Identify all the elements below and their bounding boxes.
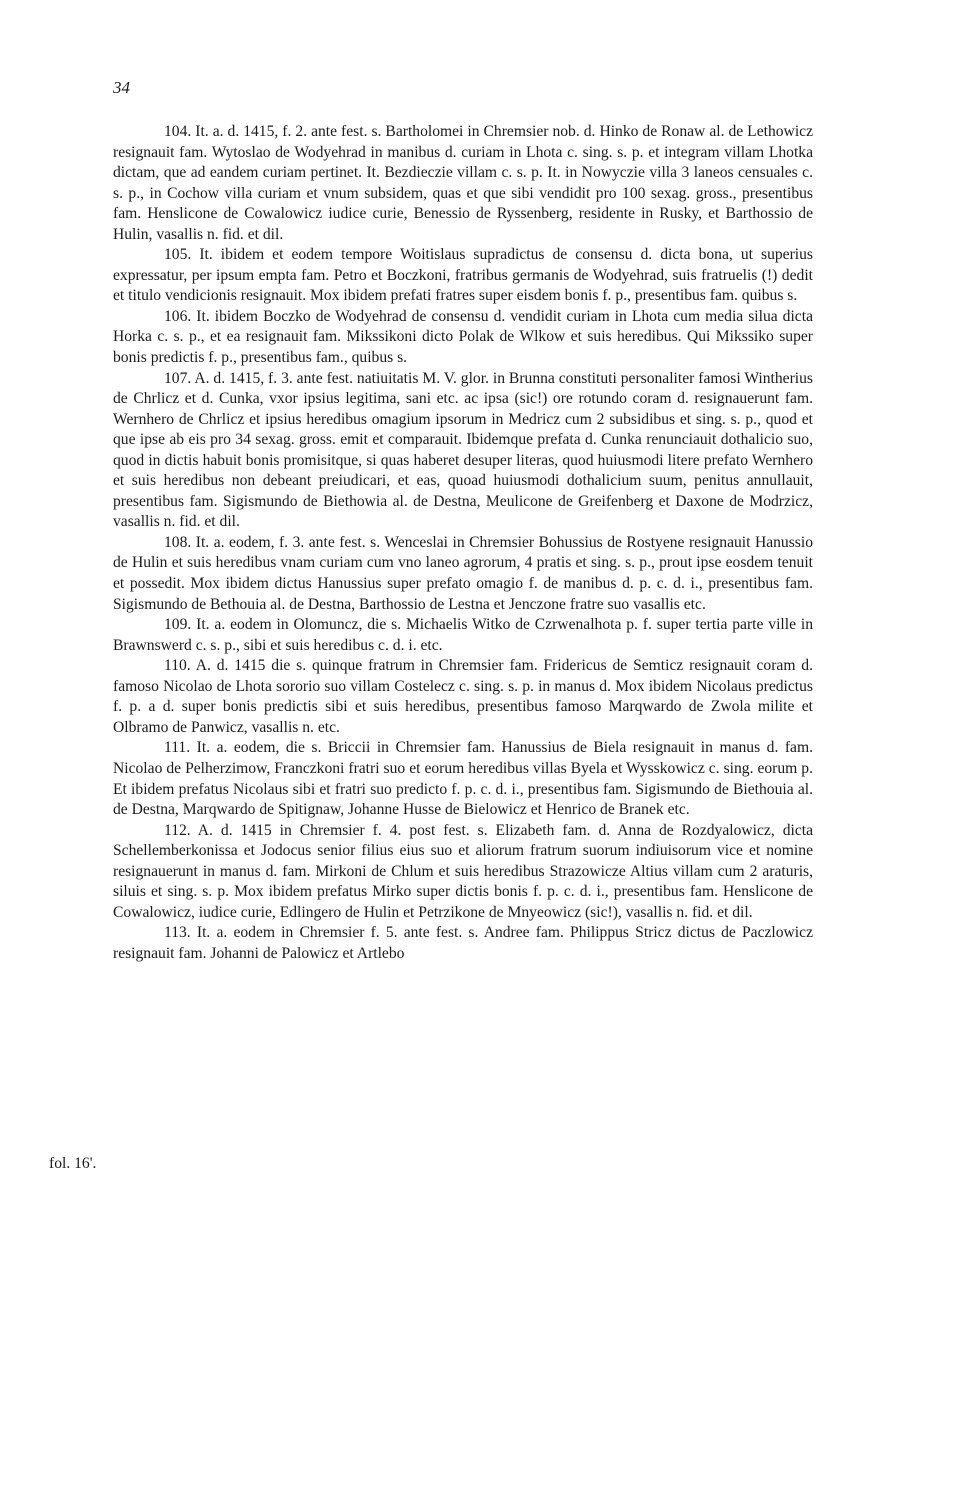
- page-number: 34: [113, 78, 130, 97]
- entry-110: 110. A. d. 1415 die s. quinque fratrum in Chremsier fam. Fridericus de Semticz resignauit coram d. famoso Nicolao de Lhota sororio suo villam Costelecz c. sing. s. p. in manus d. Mox ibidem Nicolaus predictus f. p. a d. super bonis predictis sibi et suis heredibus, presentibus famoso Marqwardo de Zwola milite et Olbramo de Panwicz, vasallis n. etc.: [113, 657, 813, 736]
- entry-109: 109. It. a. eodem in Olomuncz, die s. Michaelis Witko de Czrwenalhota p. f. super tertia parte ville in Brawnswerd c. s. p., sibi et suis heredibus c. d. i. etc.: [113, 616, 813, 654]
- entry-105: 105. It. ibidem et eodem tempore Woitislaus supradictus de consensu d. dicta bona, ut superius expressatur, per ipsum empta fam. Petro et Boczkoni, fratribus germanis de Wodyehrad, suis fratruelis (!) dedit et titulo vendicionis resignauit. Mox ibidem prefati fratres super eisdem bonis f. p., presentibus fam. quibus s.: [113, 246, 813, 305]
- entry-113: 113. It. a. eodem in Chremsier f. 5. ante fest. s. Andree fam. Philippus Stricz dictus de Paczlowicz resignauit fam. Johanni de Palowicz et Artlebo: [113, 924, 813, 962]
- entry-112: 112. A. d. 1415 in Chremsier f. 4. post fest. s. Elizabeth fam. d. Anna de Rozdyalowicz, dicta Schellemberkonissa et Jodocus senior filius eius suo et aliorum fratrum suorum indiuisorum vice et nomine resignauerunt in manus d. fam. Mirkoni de Chlum et suis heredibus Strazowicze Altius villam cum 2 araturis, siluis et sing. s. p. Mox ibidem prefatus Mirko super dictis bonis f. p. c. d. i., presentibus fam. Henslicone de Cowalowicz, iudice curie, Edlingero de Hulin et Petrzikone de Mnyeowicz (sic!), vasallis n. fid. et dil.: [113, 821, 813, 921]
- entry-106: 106. It. ibidem Boczko de Wodyehrad de consensu d. vendidit curiam in Lhota cum media silua dicta Horka c. s. p., et ea resignauit fam. Mikssikoni dicto Polak de Wlkow et suis heredibus. Qui Mikssiko super bonis predictis f. p., presentibus fam., quibus s.: [113, 307, 813, 367]
- entry-104: 104. It. a. d. 1415, f. 2. ante fest. s. Bartholomei in Chremsier nob. d. Hinko de Ronaw al. de Lethowicz resignauit fam. Wytoslao de Wodyehrad in manibus d. curiam in Lhota c. sing. s. p. et integram villam Lhotka dictam, que ad eandem curiam pertinet. It. Bezdieczie villam c. s. p. It. in Nowyczie villa 3 laneos censuales c. s. p., in Cochow villa curiam et vnum subsidem, quas et que sibi vendidit pro 100 sexag. gross., presentibus fam. Henslicone de Cowalowicz iudice curie, Benessio de Ryssenberg, residente in Rusky, et Barthossio de Hulin, vasallis n. fid. et dil.: [113, 123, 813, 243]
- margin-note-folio: fol. 16'.: [49, 1155, 97, 1172]
- entry-111: 111. It. a. eodem, die s. Briccii in Chremsier fam. Hanussius de Biela resignauit in manus d. fam. Nicolao de Pelherzimow, Franczkoni fratri suo et eorum heredibus villas Byela et Wysskowicz c. sing. eorum p. Et ibidem prefatus Nicolaus sibi et fratri suo predicto f. p. c. d. i., presentibus fam. Sigismundo de Biethouia al. de Destna, Marqwardo de Spitignaw, Johanne Husse de Bielowicz et Henrico de Branek etc.: [113, 739, 813, 819]
- entry-107: 107. A. d. 1415, f. 3. ante fest. natiuitatis M. V. glor. in Brunna constituti personaliter famosi Wintherius de Chrlicz et d. Cunka, vxor ipsius legitima, sani etc. ac ipsa (sic!) ore rotundo coram d. resignauerunt fam. Wernhero de Chrlicz et ipsius heredibus omagium ipsorum in Medricz cum 2 subsidibus et sing. s. p., quod et que ipse ab eis pro 34 sexag. gross. emit et comparauit. Ibidemque prefata d. Cunka renunciauit dothalicio suo, quod in dictis habuit bonis promisitque, si quas haberet desuper literas, quod huiusmodi litere prefato Wernhero et suis heredibus non debeant preiudicari, et eas, quoad huiusmodi dothalicium suum, penitus annullauit, presentibus fam. Sigismundo de Biethowia al. de Destna, Meulicone de Greifenberg et Daxone de Modrzicz, vasallis n. fid. et dil.: [113, 369, 813, 531]
- document-body: [113, 122, 813, 964]
- entry-108: 108. It. a. eodem, f. 3. ante fest. s. Wenceslai in Chremsier Bohussius de Rostyene resignauit Hanussio de Hulin et suis heredibus vnam curiam cum vno laneo agrorum, 4 pratis et sing. s. p., prout ipse eosdem tenuit et possedit. Mox ibidem dictus Hanussius super prefato omagio f. de manibus d. p. c. d. i., presentibus fam. Sigismundo de Bethouia al. de Destna, Barthossio de Lestna et Jenczone fratre suo vasallis etc.: [113, 533, 813, 613]
